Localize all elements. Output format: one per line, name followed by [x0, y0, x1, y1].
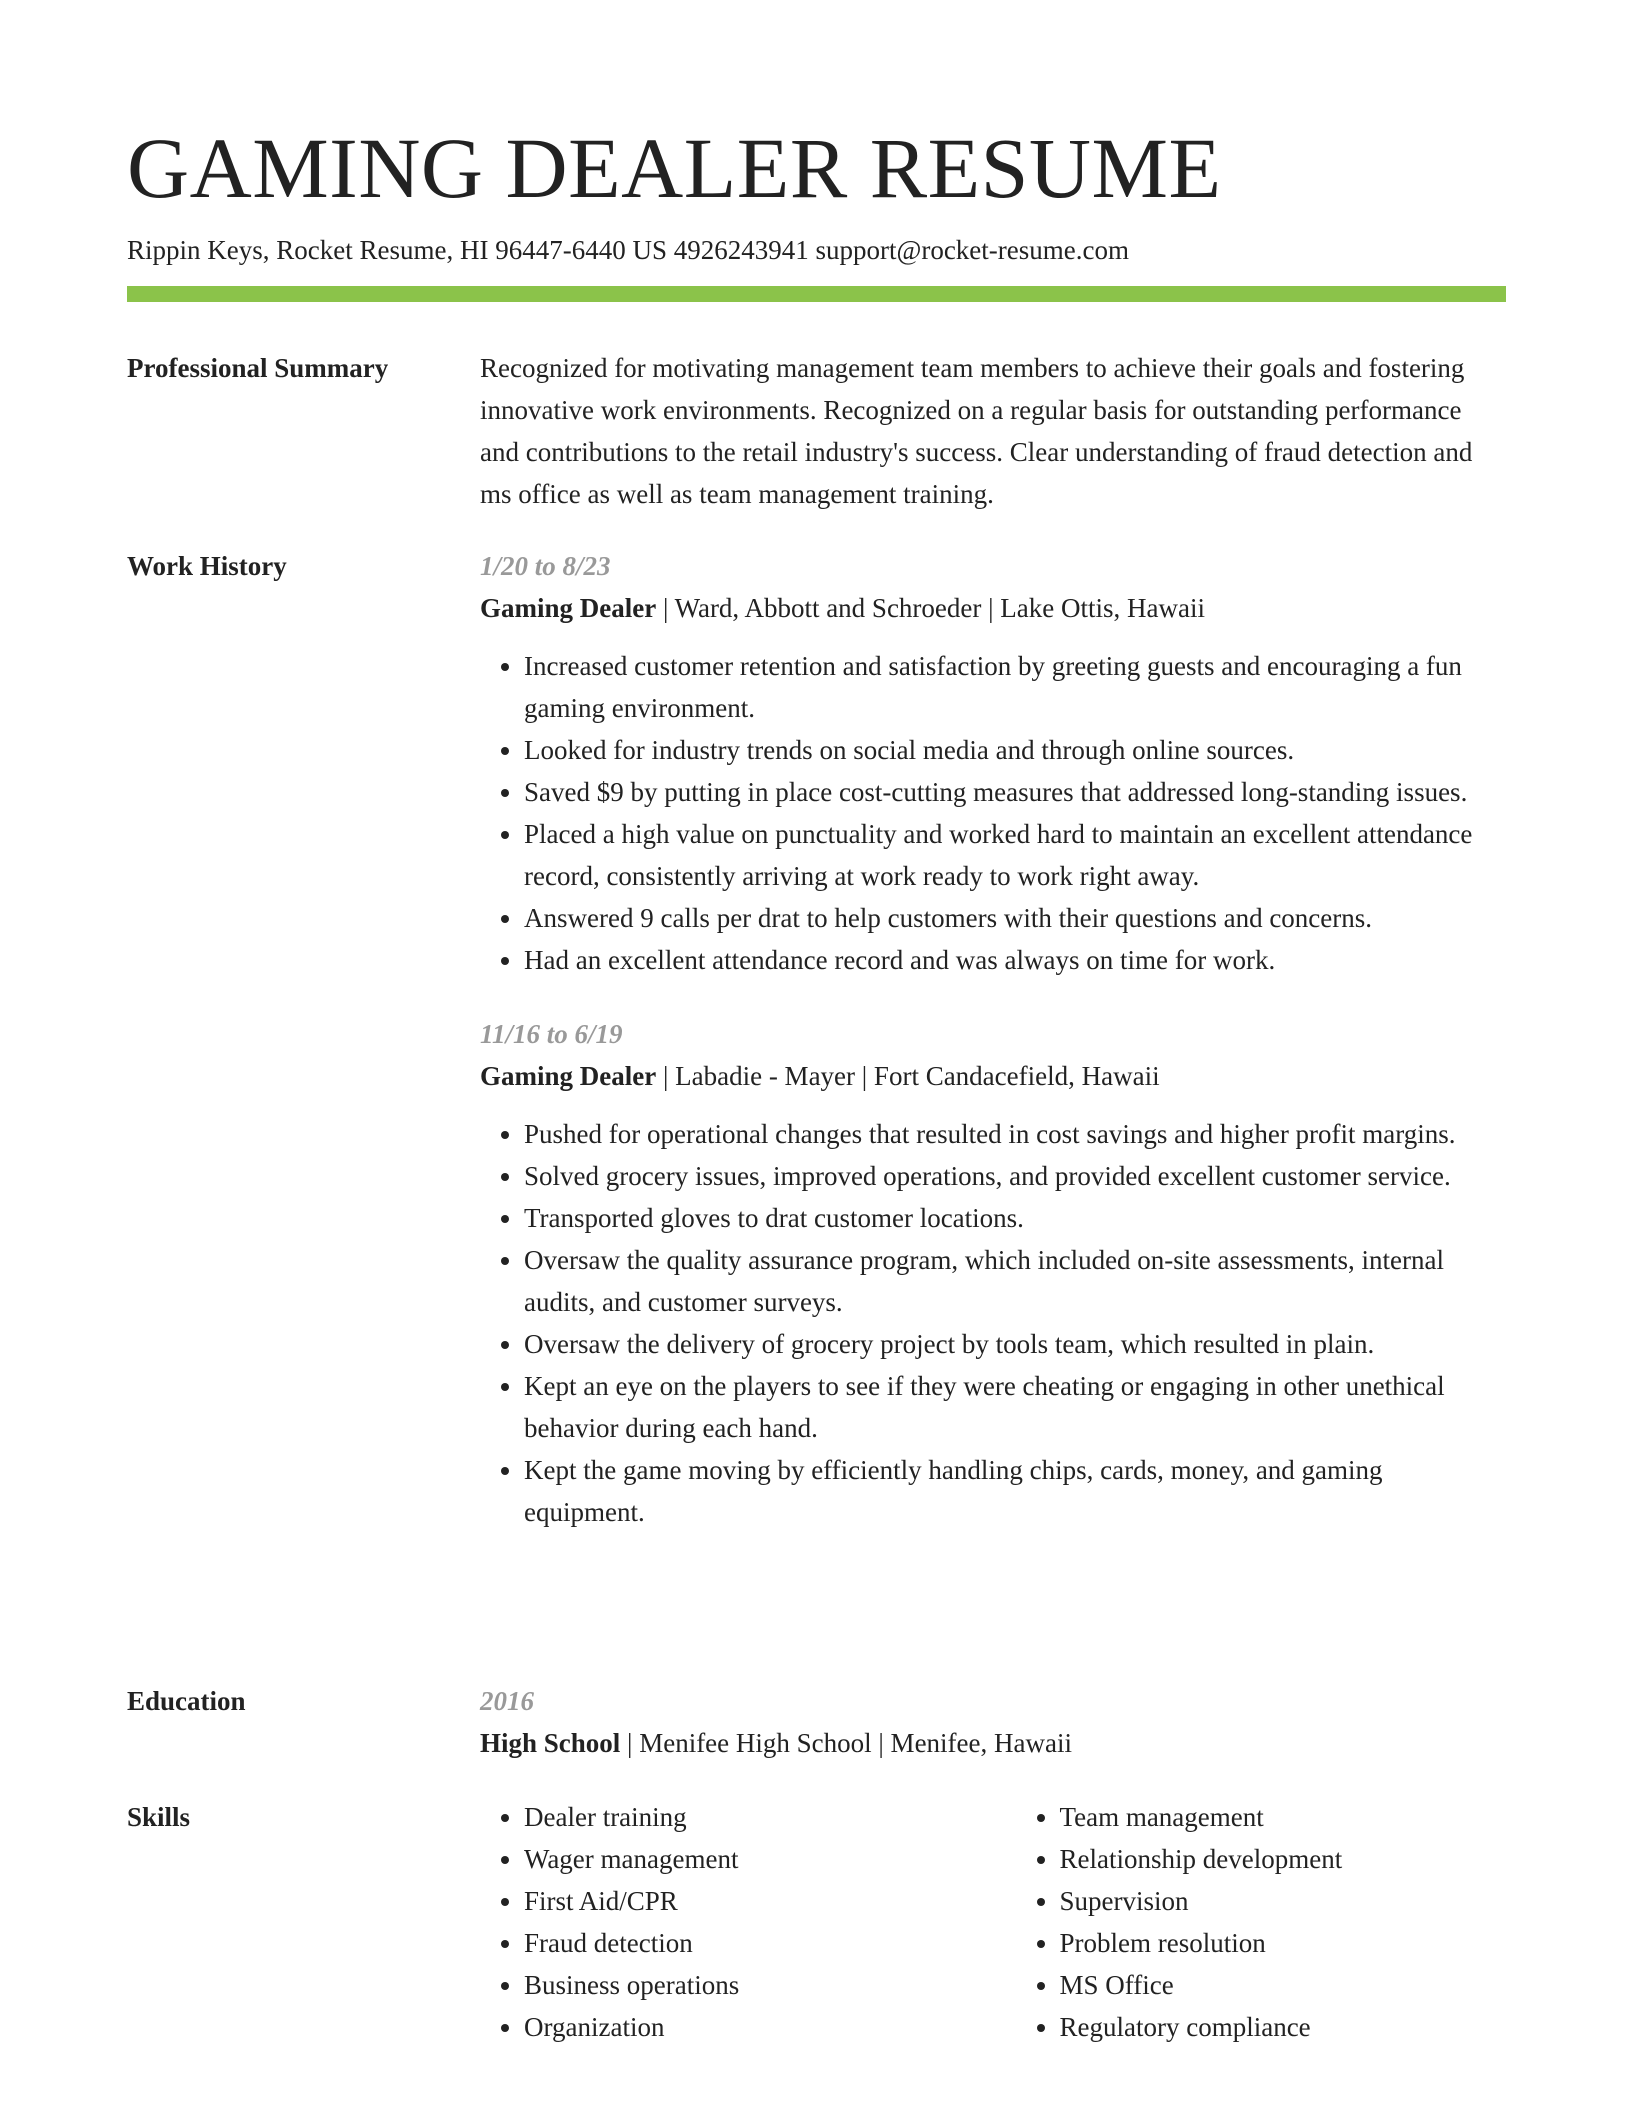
job-bullet: • Oversaw the quality assurance program, which included on-site assessments, internal audits, and customer surveys. — [524, 1239, 1506, 1323]
skill-item: • First Aid/CPR — [524, 1880, 971, 1922]
skill-item: • Team management — [1060, 1796, 1507, 1838]
job-title: Gaming Dealer — [480, 1061, 657, 1091]
skill-item: • Regulatory compliance — [1060, 2006, 1507, 2048]
summary-body — [480, 347, 1506, 515]
job-bullet: • Answered 9 calls per drat to help customers with their questions and concerns. — [524, 897, 1506, 939]
job-bullets — [480, 1113, 1506, 1533]
resume-title: GAMING DEALER RESUME — [127, 120, 1222, 216]
job-dates: 11/16 to 6/19 — [480, 1019, 623, 1049]
education-heading: Education — [127, 1686, 246, 1716]
job-details: | Ward, Abbott and Schroeder | Lake Ottis, Hawaii — [656, 593, 1205, 623]
education-line — [480, 1722, 1506, 1764]
education-body — [480, 1680, 1506, 1764]
skill-item: • Fraud detection — [524, 1922, 971, 1964]
contact-line: Rippin Keys, Rocket Resume, HI 96447-6440 US 4926243941 support@rocket-resume.com — [127, 235, 1129, 265]
job-details: | Labadie - Mayer | Fort Candacefield, Hawaii — [656, 1061, 1160, 1091]
skill-item: • Relationship development — [1060, 1838, 1507, 1880]
skill-item: • Problem resolution — [1060, 1922, 1507, 1964]
job-bullet: • Oversaw the delivery of grocery project by tools team, which resulted in plain. — [524, 1323, 1506, 1365]
job-bullet: • Saved $9 by putting in place cost-cutting measures that addressed long-standing issues. — [524, 771, 1506, 813]
job-bullet: • Transported gloves to drat customer locations. — [524, 1197, 1506, 1239]
job-bullet: • Pushed for operational changes that resulted in cost savings and higher profit margins. — [524, 1113, 1506, 1155]
job-entry — [480, 1013, 1506, 1533]
education-degree: High School — [480, 1728, 621, 1758]
work-history-heading: Work History — [127, 551, 287, 581]
job-bullet: • Increased customer retention and satisfaction by greeting guests and encouraging a fun gaming environment. — [524, 645, 1506, 729]
skills-list-right — [1016, 1796, 1507, 2048]
job-bullet: • Had an excellent attendance record and was always on time for work. — [524, 939, 1506, 981]
job-bullet: • Looked for industry trends on social media and through online sources. — [524, 729, 1506, 771]
skill-item: • Organization — [524, 2006, 971, 2048]
summary-heading: Professional Summary — [127, 353, 389, 383]
skill-item: • Dealer training — [524, 1796, 971, 1838]
job-heading — [480, 1055, 1506, 1097]
skill-item: • MS Office — [1060, 1964, 1507, 2006]
job-dates: 1/20 to 8/23 — [480, 551, 611, 581]
job-entry — [480, 545, 1506, 981]
education-year: 2016 — [480, 1686, 534, 1716]
job-title: Gaming Dealer — [480, 593, 657, 623]
skills-heading: Skills — [127, 1802, 191, 1832]
skill-item: • Business operations — [524, 1964, 971, 2006]
job-bullet: • Solved grocery issues, improved operations, and provided excellent customer service. — [524, 1155, 1506, 1197]
job-bullets — [480, 645, 1506, 981]
skills-list-left — [480, 1796, 971, 2048]
summary-text: Recognized for motivating management team members to achieve their goals and fostering innovative work environments. Recognized on a regular basis for outstanding performance and contributions to the retail industry's success. Clear understanding of fraud detection and ms office as well as team management training. — [480, 353, 1473, 509]
skills-columns — [480, 1796, 1506, 2048]
work-history-body — [480, 545, 1506, 1533]
education-details: | Menifee High School | Menifee, Hawaii — [620, 1728, 1072, 1758]
job-bullet: • Placed a high value on punctuality and worked hard to maintain an excellent attendance record, consistently arriving at work ready to work right away. — [524, 813, 1506, 897]
skill-item: • Supervision — [1060, 1880, 1507, 1922]
skill-item: • Wager management — [524, 1838, 971, 1880]
job-bullet: • Kept the game moving by efficiently handling chips, cards, money, and gaming equipment. — [524, 1449, 1506, 1533]
job-bullet: • Kept an eye on the players to see if they were cheating or engaging in other unethical behavior during each hand. — [524, 1365, 1506, 1449]
job-heading — [480, 587, 1506, 629]
accent-divider — [127, 286, 1506, 302]
skills-body — [480, 1796, 1506, 2048]
